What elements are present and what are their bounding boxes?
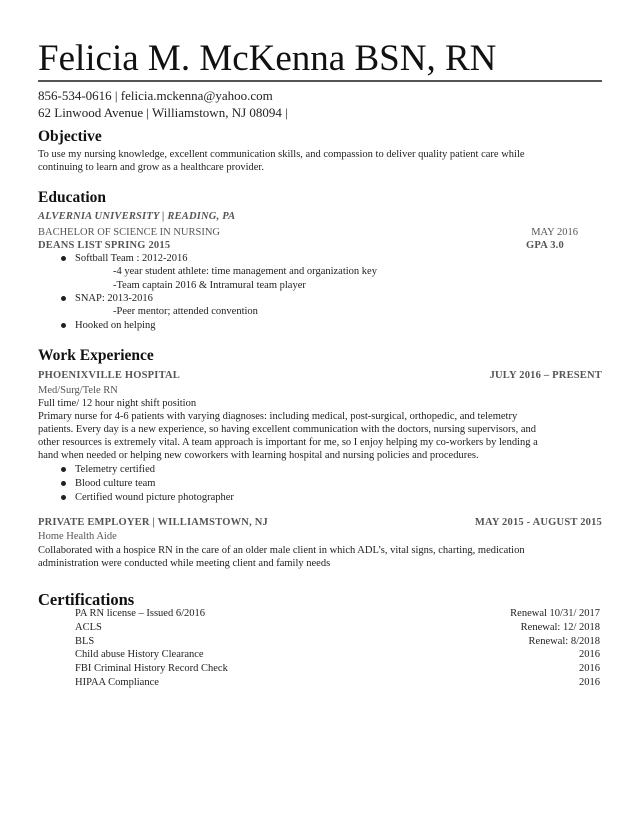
- cert-value: Renewal: 12/ 2018: [520, 622, 600, 633]
- job2-dates: MAY 2015 - AUGUST 2015: [474, 517, 602, 528]
- edu-subitem: -Team captain 2016 & Intramural team player: [113, 280, 306, 291]
- cert-value: Renewal: 8/2018: [528, 636, 600, 647]
- job1-bullet-label: Blood culture team: [75, 478, 156, 489]
- job1-desc-line: patients. Every day is a new experience, so having excellent communication with the doctors, nursing supervisors, and: [38, 424, 537, 435]
- cert-value: Renewal 10/31/ 2017: [510, 608, 600, 619]
- cert-name: BLS: [75, 636, 95, 647]
- bullet-icon: [61, 481, 66, 486]
- job1-bullet: [75, 477, 155, 490]
- job2-role: Home Health Aide: [38, 531, 117, 542]
- job1-employer: PHOENIXVILLE HOSPITAL: [38, 370, 180, 381]
- objective-line-1: To use my nursing knowledge, excellent communication skills, and compassion to deliver quality patient care while: [38, 149, 525, 160]
- job1-bullet-label: Certified wound picture photographer: [75, 492, 234, 503]
- cert-name: Child abuse History Clearance: [75, 649, 204, 660]
- school-name: ALVERNIA UNIVERSITY | READING, PA: [38, 211, 236, 222]
- bullet-icon: [61, 495, 66, 500]
- objective-line-2: continuing to learn and grow as a healthcare provider.: [38, 162, 264, 173]
- cert-name: FBI Criminal History Record Check: [75, 663, 228, 674]
- graduation-date: MAY 2016: [531, 227, 578, 238]
- edu-item-label: Softball Team : 2012-2016: [75, 253, 188, 264]
- bullet-icon: [61, 323, 66, 328]
- cert-value: 2016: [579, 677, 600, 688]
- cert-name: PA RN license – Issued 6/2016: [75, 608, 205, 619]
- contact-line-phone-email: 856-534-0616 | felicia.mckenna@yahoo.com: [38, 88, 273, 103]
- edu-subitem: -4 year student athlete: time management and organization key: [113, 266, 377, 277]
- edu-item-softball: [75, 252, 188, 265]
- bullet-icon: [61, 296, 66, 301]
- job1-desc-line: Primary nurse for 4-6 patients with varying diagnoses: including medical, post-surgical, orthopedic, and telemetry: [38, 411, 518, 422]
- cert-value: 2016: [579, 649, 600, 660]
- job1-desc-line: other resources is extremely vital. A team approach is important for me, so I enjoy helping my co-workers by lending a: [38, 437, 538, 448]
- education-heading: Education: [38, 189, 107, 206]
- job2-employer: PRIVATE EMPLOYER | WILLIAMSTOWN, NJ: [38, 517, 268, 528]
- edu-item-label: SNAP: 2013-2016: [75, 293, 153, 304]
- edu-item-snap: [75, 292, 153, 305]
- job1-desc-line: hand when needed or helping new coworkers with learning hospital and nursing policies and procedures.: [38, 450, 479, 461]
- degree: BACHELOR OF SCIENCE IN NURSING: [38, 227, 221, 238]
- objective-heading: Objective: [38, 128, 102, 145]
- edu-item-hooked: [75, 319, 156, 332]
- resume-name: Felicia M. McKenna BSN, RN: [38, 38, 497, 79]
- bullet-icon: [61, 467, 66, 472]
- deans-list: DEANS LIST SPRING 2015: [38, 240, 171, 251]
- cert-value: 2016: [579, 663, 600, 674]
- work-experience-heading: Work Experience: [38, 347, 154, 364]
- bullet-icon: [61, 256, 66, 261]
- contact-line-address: 62 Linwood Avenue | Williamstown, NJ 08094 |: [38, 105, 288, 120]
- cert-name: HIPAA Compliance: [75, 677, 159, 688]
- edu-subitem: -Peer mentor; attended convention: [113, 306, 258, 317]
- job1-unit: Med/Surg/Tele RN: [38, 385, 118, 396]
- job1-dates: JULY 2016 – PRESENT: [489, 370, 602, 381]
- cert-name: ACLS: [75, 622, 102, 633]
- job1-bullet: [75, 491, 234, 504]
- header-divider: [38, 80, 602, 82]
- edu-item-label: Hooked on helping: [75, 320, 156, 331]
- gpa: GPA 3.0: [526, 240, 564, 251]
- job1-bullet: [75, 463, 155, 476]
- job2-desc-line: administration were conducted while meeting client and family needs: [38, 558, 331, 569]
- job1-bullet-label: Telemetry certified: [75, 464, 156, 475]
- job1-schedule: Full time/ 12 hour night shift position: [38, 398, 197, 409]
- job2-desc-line: Collaborated with a hospice RN in the care of an older male client in which ADL’s, vital signs, charting, medication: [38, 545, 525, 556]
- certifications-heading: Certifications: [38, 590, 135, 609]
